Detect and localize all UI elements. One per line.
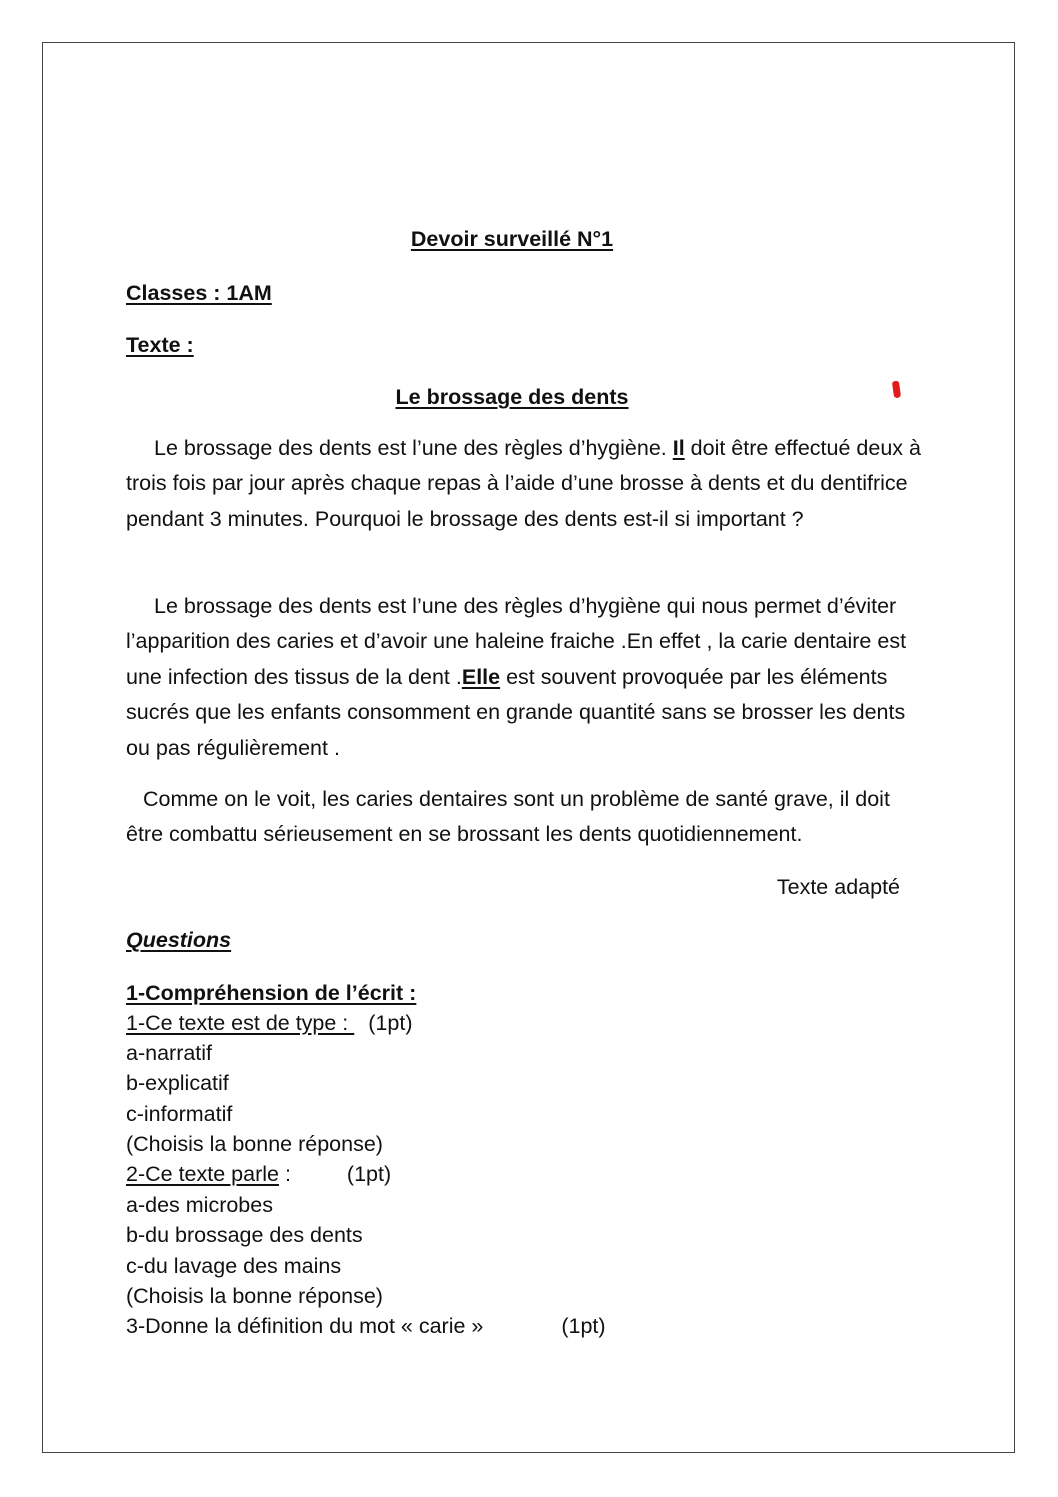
question-1-points: (1pt) <box>368 1011 413 1035</box>
question-1-label: 1-Ce texte est de type : <box>126 1011 355 1035</box>
question-1-option-a: a-narratif <box>126 1041 213 1065</box>
questions-heading: Questions <box>126 928 232 952</box>
section-comprehension: 1-Compréhension de l’écrit : <box>126 981 417 1005</box>
paragraph-2-end: est souvent provoquée par les éléments sucrés que les enfants consomment en grande quantité sans se brosser les dents ou pas régulièrement . <box>126 664 906 760</box>
question-3-points: (1pt) <box>561 1314 606 1338</box>
question-2-colon: : <box>278 1162 291 1186</box>
pronoun-elle: Elle <box>461 664 501 689</box>
paragraph-3 <box>126 782 926 853</box>
paragraph-1-end: doit être effectué deux à trois fois par jour après chaque repas à l’aide d’une brosse à dents et du dentifrice pendant 3 minutes. Pourquoi le brossage des dents est-il si important ? <box>126 436 921 531</box>
paragraph-2 <box>126 589 926 766</box>
text-title: Le brossage des dents <box>395 385 629 409</box>
question-1-option-b: b-explicatif <box>126 1071 229 1095</box>
question-2-option-b: b-du brossage des dents <box>126 1223 363 1247</box>
paragraph-2-start: Le brossage des dents est l’une des règles d’hygiène qui nous permet d’éviter l’apparition des caries et d’avoir une haleine fraiche .En effet , la carie dentaire est une infection des tissus de la dent . <box>126 594 907 689</box>
question-2-option-a: a-des microbes <box>126 1193 273 1217</box>
texte-label: Texte : <box>126 333 194 357</box>
question-1-instruction: (Choisis la bonne réponse) <box>126 1132 383 1156</box>
paragraph-3-text: Comme on le voit, les caries dentaires sont un problème de santé grave, il doit être combattu sérieusement en se brossant les dents quotidiennement. <box>126 787 890 847</box>
question-2-instruction: (Choisis la bonne réponse) <box>126 1284 383 1308</box>
paragraph-1 <box>126 431 926 537</box>
question-3 <box>126 1316 606 1338</box>
pronoun-il: Il <box>672 436 685 460</box>
question-2 <box>126 1164 391 1186</box>
classes-label: Classes : 1AM <box>126 281 272 305</box>
question-1-option-c: c-informatif <box>126 1102 233 1126</box>
question-2-points: (1pt) <box>346 1162 392 1186</box>
exam-title: Devoir surveillé N°1 <box>410 227 614 251</box>
paragraph-1-start: Le brossage des dents est l’une des règles d’hygiène. <box>154 436 673 460</box>
question-3-label: 3-Donne la définition du mot « carie » <box>126 1314 484 1338</box>
question-2-option-c: c-du lavage des mains <box>126 1254 342 1278</box>
question-2-label: 2-Ce texte parle <box>126 1162 279 1186</box>
source-note: Texte adapté <box>776 875 900 899</box>
question-1 <box>126 1013 412 1035</box>
